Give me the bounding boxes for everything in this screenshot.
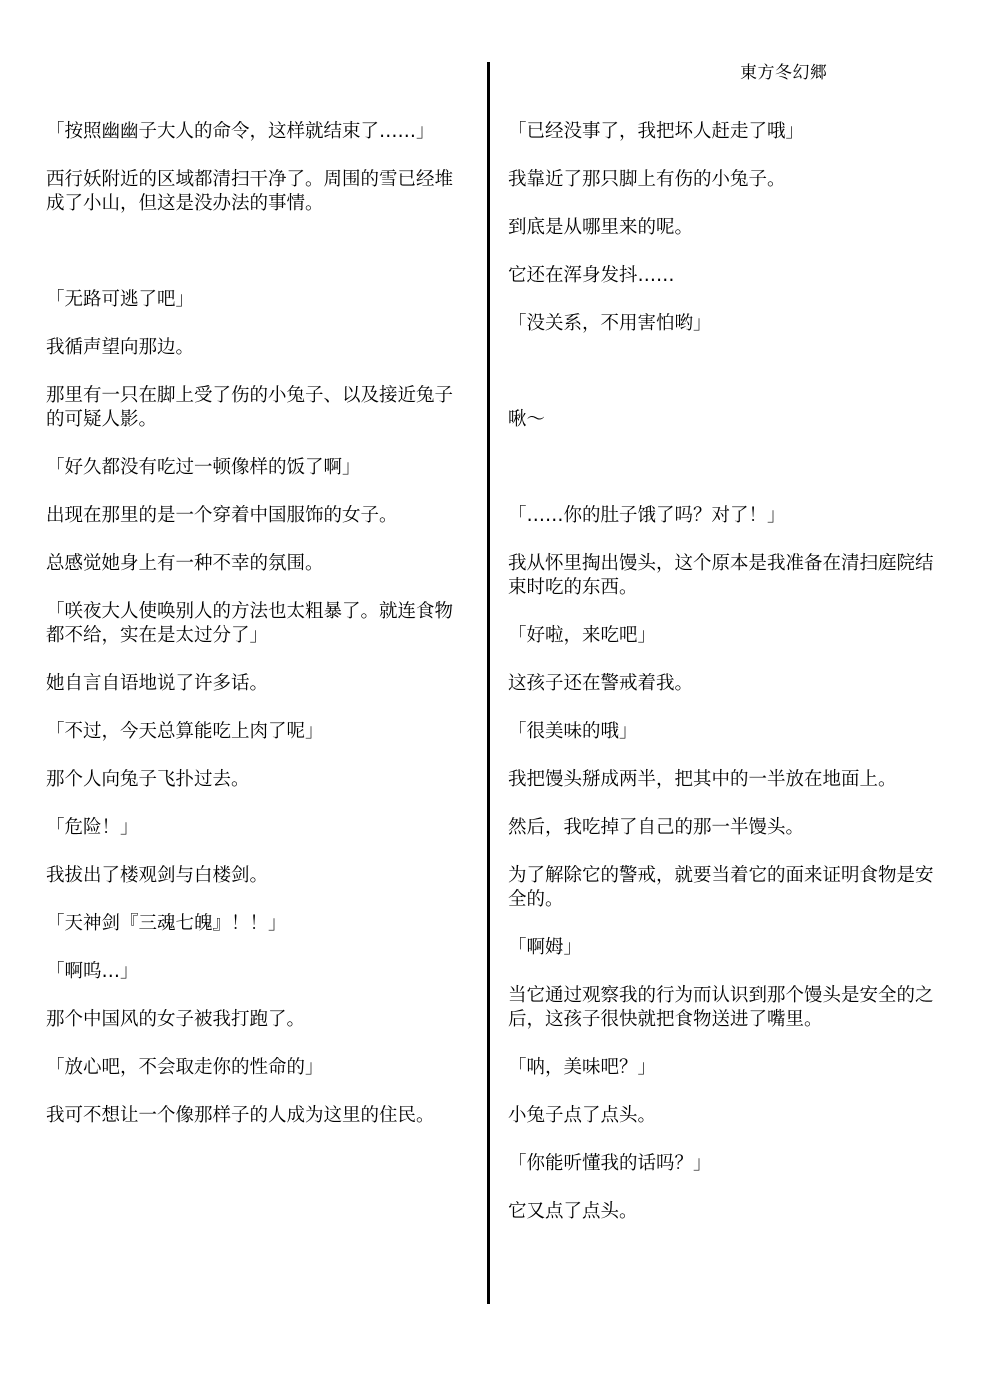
paragraph: 我循声望向那边。: [46, 337, 195, 358]
paragraph: 「你能听懂我的话吗？」: [508, 1153, 712, 1174]
paragraph: 然后，我吃掉了自己的那一半馒头。: [508, 817, 805, 838]
paragraph: 「放心吧，不会取走你的性命的」: [46, 1057, 324, 1078]
paragraph: 「好久都没有吃过一顿像样的饭了啊」: [46, 457, 361, 478]
paragraph: 「不过，今天总算能吃上肉了呢」: [46, 721, 324, 742]
paragraph: 我可不想让一个像那样子的人成为这里的住民。: [46, 1105, 435, 1126]
paragraph: 「……你的肚子饿了吗？对了！」: [508, 505, 786, 526]
paragraph: 「危险！」: [46, 817, 139, 838]
paragraph: 「好啦，来吃吧」: [508, 625, 657, 646]
paragraph: 「很美味的哦」: [508, 721, 638, 742]
column-divider: [487, 62, 490, 1304]
paragraph: 「无路可逃了吧」: [46, 289, 195, 310]
paragraph: 它还在浑身发抖……: [508, 265, 675, 286]
paragraph: 「按照幽幽子大人的命令，这样就结束了……」: [46, 121, 435, 142]
paragraph: 出现在那里的是一个穿着中国服饰的女子。: [46, 505, 398, 526]
paragraph: 「啊呜…」: [46, 961, 139, 982]
paragraph: 啾～: [508, 409, 546, 430]
paragraph: 我拔出了楼观剑与白楼剑。: [46, 865, 269, 886]
paragraph: 总感觉她身上有一种不幸的氛围。: [46, 553, 324, 574]
page-header-title: 東方冬幻郷: [740, 63, 828, 83]
paragraph: 这孩子还在警戒着我。: [508, 673, 694, 694]
paragraph: 小兔子点了点头。: [508, 1105, 657, 1126]
paragraph: 为了解除它的警戒，就要当着它的面来证明食物是安全的。: [508, 865, 934, 910]
paragraph: 我把馒头掰成两半，把其中的一半放在地面上。: [508, 769, 897, 790]
paragraph: 「已经没事了，我把坏人赶走了哦」: [508, 121, 805, 142]
paragraph: 「啊姆」: [508, 937, 583, 958]
paragraph: 我从怀里掏出馒头，这个原本是我准备在清扫庭院结束时吃的东西。: [508, 553, 934, 598]
paragraph: 那里有一只在脚上受了伤的小兔子、以及接近兔子的可疑人影。: [46, 385, 454, 430]
paragraph: 「咲夜大人使唤别人的方法也太粗暴了。就连食物都不给，实在是太过分了」: [46, 601, 454, 646]
paragraph: 当它通过观察我的行为而认识到那个馒头是安全的之后，这孩子很快就把食物送进了嘴里。: [508, 985, 934, 1030]
paragraph: 西行妖附近的区域都清扫干净了。周围的雪已经堆成了小山，但这是没办法的事情。: [46, 169, 454, 214]
paragraph: 「天神剑『三魂七魄』！！」: [46, 913, 287, 934]
left-column: [46, 120, 470, 1152]
paragraph: 我靠近了那只脚上有伤的小兔子。: [508, 169, 786, 190]
paragraph: 「没关系，不用害怕哟」: [508, 313, 712, 334]
right-column: [508, 120, 950, 1248]
paragraph: 那个中国风的女子被我打跑了。: [46, 1009, 306, 1030]
paragraph: 它又点了点头。: [508, 1201, 638, 1222]
paragraph: 到底是从哪里来的呢。: [508, 217, 694, 238]
paragraph: 她自言自语地说了许多话。: [46, 673, 269, 694]
paragraph: 「呐，美味吧？」: [508, 1057, 657, 1078]
paragraph: 那个人向兔子飞扑过去。: [46, 769, 250, 790]
